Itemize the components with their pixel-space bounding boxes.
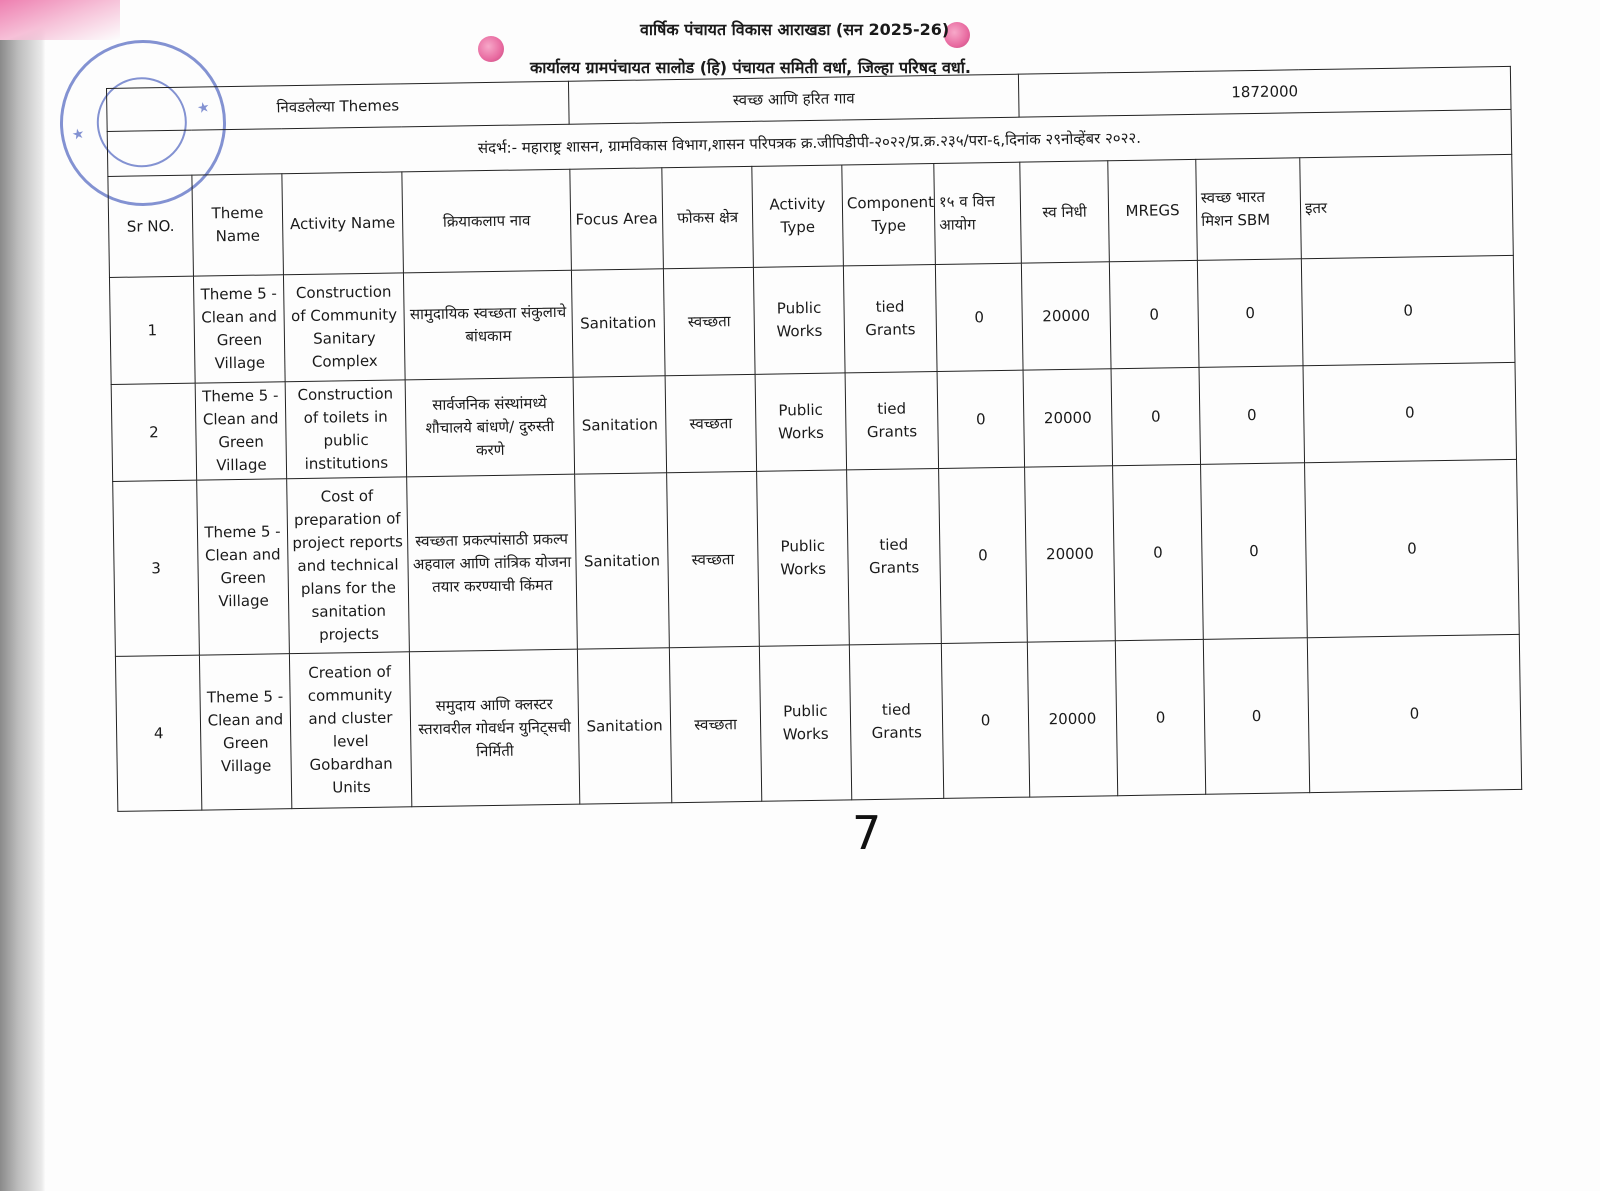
office-heading: कार्यालय ग्रामपंचायत सालोड (हि) पंचायत समिती वर्धा, जिल्हा परिषद वर्धा. (530, 58, 971, 77)
col-header-focus-area: Focus Area (570, 168, 664, 270)
theme-amount: 1872000 (1018, 66, 1511, 117)
cell-focus-area-mr: स्वच्छता (669, 646, 761, 802)
plan-table-wrapper (106, 66, 1521, 812)
seal-star-icon: ★ (195, 98, 212, 118)
col-header-component-type: Component Type (842, 164, 936, 266)
plan-title: वार्षिक पंचायत विकास आराखडा (सन 2025-26) (640, 20, 950, 39)
col-header-activity-name: Activity Name (282, 172, 404, 275)
cell-activity-name: Creation of community and cluster level Gobardhan Units (289, 652, 411, 809)
seal-star-icon: ★ (70, 125, 87, 144)
cell-sr-no: 3 (113, 480, 200, 656)
cell-activity-name-mr: स्वच्छता प्रकल्पांसाठी प्रकल्प अहवाल आणि तांत्रिक योजना तयार करण्याची किंमत (407, 474, 578, 652)
cell-activity-type: Public Works (757, 470, 850, 646)
table-row (113, 459, 1520, 656)
cell-activity-name-mr: सार्वजनिक संस्थांमध्ये शौचालये बांधणे/ दुरुस्ती करणे (405, 377, 575, 477)
cell-sbm: 0 (1197, 259, 1303, 368)
cell-sbm: 0 (1199, 366, 1305, 465)
cell-own-fund: 20000 (1023, 369, 1113, 467)
col-header-sr-no: Sr NO. (108, 175, 194, 277)
col-header-other: इतर (1300, 154, 1514, 258)
cell-finance-commission: 0 (941, 642, 1029, 798)
col-header-focus-area-mr: फोकस क्षेत्र (662, 166, 754, 268)
page-number: 7 (852, 806, 882, 860)
cell-focus-area-mr: स्वच्छता (667, 471, 760, 647)
cell-focus-area: Sanitation (573, 376, 667, 474)
cell-sbm: 0 (1203, 638, 1309, 795)
cell-activity-type: Public Works (759, 645, 851, 801)
cell-sr-no: 2 (111, 383, 197, 481)
cell-other: 0 (1301, 255, 1515, 365)
col-header-finance-commission: १५ व वित्त आयोग (934, 162, 1022, 264)
cell-focus-area: Sanitation (571, 269, 665, 377)
cell-other: 0 (1305, 459, 1520, 637)
cell-mregs: 0 (1113, 464, 1204, 640)
cell-activity-name: Construction of Community Sanitary Complex (283, 273, 405, 382)
col-header-activity-type: Activity Type (752, 165, 844, 267)
cell-mregs: 0 (1109, 260, 1199, 368)
cell-activity-name: Construction of toilets in public institutions (285, 380, 407, 479)
selected-theme-value: स्वच्छ आणि हरित गाव (568, 74, 1019, 124)
cell-focus-area: Sanitation (577, 648, 671, 804)
cell-component-type: tied Grants (845, 371, 939, 469)
cell-sbm: 0 (1201, 463, 1308, 640)
cell-theme-name: Theme 5 - Clean and Green Village (193, 275, 285, 383)
cell-activity-type: Public Works (755, 373, 847, 471)
cell-mregs: 0 (1111, 367, 1201, 465)
cell-activity-type: Public Works (753, 266, 845, 374)
government-reference: संदर्भ:- महाराष्ट्र शासन, ग्रामविकास विभाग,शासन परिपत्रक क्र.जीपिडीपी-२०२२/प्र.क्र.२३५/परा-६,दिनांक २९नोव्हेंबर २०२२. (107, 109, 1512, 176)
cell-activity-name-mr: समुदाय आणि क्लस्टर स्तरावरील गोवर्धन युनिट्सची निर्मिती (409, 649, 579, 807)
cell-own-fund: 20000 (1021, 262, 1111, 370)
scanner-page-edge (0, 0, 46, 1191)
cell-component-type: tied Grants (843, 264, 937, 372)
cell-sr-no: 4 (115, 655, 201, 811)
cell-focus-area-mr: स्वच्छता (663, 267, 755, 375)
col-header-theme-name: Theme Name (192, 174, 284, 276)
cell-focus-area-mr: स्वच्छता (665, 374, 757, 472)
col-header-own-fund: स्व निधी (1020, 161, 1110, 263)
cell-own-fund: 20000 (1025, 466, 1116, 642)
cell-theme-name: Theme 5 - Clean and Green Village (199, 654, 291, 810)
col-header-sbm: स्वच्छ भारत मिशन SBM (1196, 158, 1302, 261)
cell-component-type: tied Grants (849, 643, 943, 799)
cell-theme-name: Theme 5 - Clean and Green Village (197, 479, 290, 655)
cell-theme-name: Theme 5 - Clean and Green Village (195, 382, 287, 480)
cell-finance-commission: 0 (935, 263, 1023, 371)
cell-mregs: 0 (1115, 639, 1205, 795)
cell-focus-area: Sanitation (575, 473, 670, 649)
col-header-mregs: MREGS (1108, 159, 1198, 261)
cell-component-type: tied Grants (847, 468, 942, 644)
cell-other: 0 (1307, 634, 1521, 792)
cell-activity-name-mr: सामुदायिक स्वच्छता संकुलाचे बांधकाम (403, 270, 573, 380)
cell-sr-no: 1 (109, 276, 195, 384)
col-header-activity-name-mr: क्रियाकलाप नाव (402, 169, 572, 273)
cell-other: 0 (1303, 362, 1516, 462)
cell-finance-commission: 0 (937, 370, 1025, 468)
cell-own-fund: 20000 (1027, 641, 1117, 797)
table-row (115, 634, 1521, 811)
selected-themes-label: निवडलेल्या Themes (107, 81, 570, 131)
cell-finance-commission: 0 (939, 467, 1028, 643)
punch-hole-left (478, 36, 504, 62)
cell-activity-name: Cost of preparation of project reports and technical plans for the sanitation projects (287, 477, 410, 654)
pink-paper-corner (0, 0, 120, 40)
plan-table (106, 66, 1522, 812)
